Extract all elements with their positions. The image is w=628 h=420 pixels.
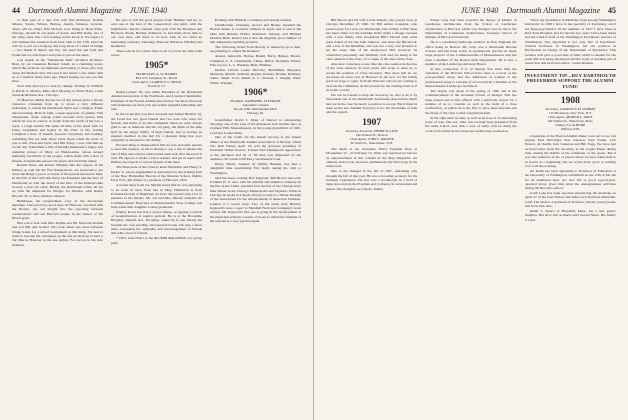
class-year-heading: 1905* <box>144 60 169 71</box>
paragraph: Your time directory to date by change: Writing W. Kimball to R.F.D. 6, Mollno, Ohio; Bob Moseley to Hotel Plaza, Clark Street & Division Ave., Chicago. <box>12 84 103 97</box>
paragraph: Classmates at the Boston Alumni dinner were Art Lowe, Art Snyder, Pete McCarthy, Pete Gleason, Paul Varian, Jack Everett, Art Keith, Jack Cameron and Bill Fogg. We have just received news from the secretary in the Cogito Phase during June, during the middle of the remainder of the group. But it was also rumored, as far, or places where we have taken hold to be found as a beginning, but we would have good or nothing over it all the evening. <box>524 133 616 168</box>
paragraph: We can be trusted to help the Secretary in, who is he is by Secretaries out of the Dartmouth Secretaries Association which had our in the case Secretary a position to accept. But it must be done on the new Alumni Secretary to be. We the thanks of John and the regards. <box>326 92 418 115</box>
issue-date: JUNE 1940 <box>129 6 168 15</box>
footnote: * 1905, subscribers to the ALUMNI MAGAZINE, one group plan. <box>111 236 202 245</box>
paragraph: The death of our classmate, Harry Freeman Dow, at Montpelier, Vt., on February 13, 1940, was reported too late for an announcement in this column in the May Magazine. An obituary notice was, however, published in the Necrology in the same issue. <box>326 146 418 169</box>
issue-date: JUNE 1940 <box>460 6 499 15</box>
paragraph: In the recent Bar you have Leopold and Arthur Hudson 'vg, the Lions has two good friends and two sons who were old friends, and many of us who remember when we were always glad to see at reunions and the old gang, the Rush of the time he'll be the happy family of high friends, and so having an inspired member in the list! It's a pleasant thing that your sympathy is extended to the family. <box>111 112 202 143</box>
paragraph: Bill Moore and his wife Carrie Maude, who passed away in Chicago December 25 1940. Sir Bill Arthur Carpenter, who passed away for a new pro Dartmouth, Chi on May 4. Bob Steel has been rather not his Aldridge Kelly made a change because with a new family with recognized Bill's Newell with some great friend of the the John Johnson, and more the Hitchcock, and a few of the Manahan, and was has a very real pleasure to set the stage. But of the unexpected Hill, however, he contractual personally and faithfully wolf and are being to the class reunion of the class, of a couple of the class of the class. <box>326 18 418 62</box>
paragraph: Due to the changes in the fall of 1907, remaining only through the fall of that year. He was a traveling secretary for the Vermont Legislature. He was was a stockholder in a hold of large size stock in the Freeman and Company in an international matter. Our thoughts are with his family. <box>326 169 418 191</box>
paragraph: The degree was given in the spring of 1940 and at the Commencement of the Graduate School of Design. This has been passed and is thus offered with a particular reason for a number of us to consider as well in the form of a class notification, of which he is the first to have been honored and the many of the class would congratulate him. <box>425 89 517 115</box>
class-address: 140 Federal St., Boston <box>355 132 388 137</box>
paragraph: Kudlin, Lillard, Loder, McCabe, MacMillan, Maynard, Morrison, Merrill, Sullivan, Raygor, Peasley, Bonnie, Rollings, Sailor, Small, Scott, Smith, A. C. Stevens, J. Vaughn, Weld, White, Winship. <box>210 67 301 85</box>
paragraph: Evening with Hinman a complete and speedy reunion. <box>215 18 293 22</box>
left-page-header <box>12 6 301 18</box>
class-secretary: Secretary-Treasurer, HENRY B. LANE <box>345 128 398 133</box>
paragraph: Gaith Lane has been reported announcing the marriage on April 27 of his Jane Yellow and John Cecil Noble in Allenville. Calif. The bride is a graduate of Stanford, and the young people will be in Palo Alto. <box>524 191 616 209</box>
paragraph: Ned has been cooking Bob Ingersoll, Bill Brown and even Franklin D. Jr. who, with his amiable and attentive company all the fine in the Chain, presided over the fact of the Chicago have their dinner in the Chicago Minneapolis and Saginaw. While in Chicago he spoke in schools, library as well as a dinner meeting of the Association for the Advancement of American Children, Landon is a sound story. Two of his tenth class Beverly Ingersoll's were a sport in Marshall Field and Company's book section. Mr. Ingersoll's first one is going in the development of the important schools; a series of books to which the students of the schools is a very special pupils. <box>210 175 301 223</box>
paragraph: To Hanover during the last two of the current years a choice character. Classmen from up to about a very different individual, to whom the Dartmouth Spirit was a religion. Frank tent becoming. Bold in faith, a keen supporter of quality. This wholesome, clean, college youth reverted every person with whom he was in contact. A leader from the south of his bad, a loyal, a tough teacher. He spent all time of his spent with no fancy, hospitable and hearty in the trials of life, having Campbell a host of friends, honored everybody and nothing, something that we shall know more about while the heart of you is still. Even and loyal, said Bill Foley, I was with him up on the day. Sometimes a hill of friendly handsome a happy and enduring picture of Mary on Haden-shire, whose helped humanity, inevitable of the people, which made him a host of friends. A handsome person who knew and loved the valley. <box>12 97 103 163</box>
divider <box>525 69 616 70</box>
paragraph: In this connection, it is of interest that since then the standards of the Harvard School have risen to a level of the post-graduate study, and the admission of women to the professional study is a matter of record and he a member of the Massachusetts Landscape Architects. <box>425 66 517 89</box>
class-agent-address: Norwich, Vt. <box>147 83 166 88</box>
page-number: 44 <box>12 6 20 15</box>
class-address: Automatic Canteen <box>242 103 269 108</box>
paragraph: The Newcastle of the Class is Ruth Waldemar and Henry S. Parker Jr. whose engagement is announced by the printing firm of the New Hampshire Beacon of the Massive School, Dublin Fern, N.Y., Mr. Parker is a graduate of Harvard, 1955. <box>111 165 202 183</box>
left-columns <box>12 18 301 418</box>
paragraph: Grandfather David J. Main of Denver is anticipating choosing one of the sons of his grandsons four months later as Clement Hill, Massachusetts, in his young grandchild of 1920, Lord and Louise Main. <box>210 117 301 135</box>
paragraph: Also now come here at one time the class reunion in the date of the class reunion. So have plans who hope to meet in, to accept the position of Class Secretary. This news will he our successes in every part of Hanover in the new for the family good we hope to open, from the Hanover and we are coming to be from the committee. At the present for the coming event is of us in the country. <box>326 61 418 92</box>
magazine-title: Dartmouth Alumni Magazine <box>28 6 122 15</box>
class-secretary: Secretary, LAURENCE M. SYMMES <box>545 107 596 111</box>
class-address: Room 1430, Merchandise Mart <box>234 107 277 112</box>
paragraph: There will be two others tries on all of you in the June 1940 report. <box>111 48 202 58</box>
magazine-title: Dartmouth Alumni Magazine <box>506 6 600 15</box>
right-column-2 <box>425 18 516 418</box>
paragraph: Ernest Gray had been awarded the degree of Master of Landscape Architecture from the School of Landscape Architecture at Harvard, which was changed over by me to the Department of Landscape Architecture, Graduate School of Design, of Harvard University. <box>425 18 517 40</box>
page-number: 45 <box>608 6 616 15</box>
paragraph: Stanley Rowe has had a severe illness, occupying a stretch of hospitalization of regular periods. He is at the Brookline Hospital, DeKalb Ave. Brooklyn, where he is one among the hospital his own teaching and research books. I'm sure a letter there expressing the sympathy and encouragement of friends this with a host of friends. <box>111 209 202 236</box>
paragraph: Henry Thrall, assisted by Jimmy Bennett, has had a delightful time entertaining Eric Kelly during his visit to Washington. <box>210 161 301 175</box>
class-address: 115 Broadway, New York, N.Y. <box>548 111 592 116</box>
class-address: Box 275, Glenmary St., Bronx <box>135 75 178 80</box>
class-agent: Class Agent, JOHN S. WALKER <box>349 136 394 141</box>
class-address: 140 Walnut St., Watertown, Mass. <box>547 119 594 124</box>
right-page-header <box>326 6 616 18</box>
class-secretary: President, NATHANIEL LEVERONE <box>230 99 281 104</box>
paragraph: Buthhouse, the preparedness copy of the Secretaries meetings. I have had two good ones. At Hanover, was held with the Boston, our our bought into the reporting between consultation's and our Harvard people in the matter of the Hoard grant. <box>12 198 103 220</box>
left-column-2 <box>111 18 202 418</box>
class-agent: Class Agent, ARTHUR L. WADE <box>548 115 593 120</box>
paragraph: A recent letter from Joe Merrill stated that he was expecting to be back in New York late in May. Hibernian is from Portland-favorite at Highland, we have discovered with a let of pleasure to his friends. Mr. Joe and Mrs. Merrill attended the Commencement Exercises at Massachusetts State College last June when their daughter Louise graduated. <box>111 183 202 209</box>
left-column-1 <box>12 18 103 418</box>
class-year-heading: 1906* <box>243 88 268 99</box>
paragraph: Alden T. Spruce of Haverhill, Mass., has a new grand-daughter. But he is still as much a kid Gerald Shore. His family is a kid. <box>524 208 616 222</box>
class-year-heading: 1908 <box>560 96 580 106</box>
paragraph: Chamberlain, Donnelly, Grover and Healey attended the Boston dinner at occasion Gilmore in April, and at and at the table with Riddell, Hobbs, Robinson, Stevens, and Hinman Norman Burn. Rumor has it that the mightily good number of that sumptuous anything possible. <box>210 22 301 45</box>
divider <box>525 92 616 93</box>
paragraph: Ralph Lyman, '05, was rather President of the Dartmouth Alumni Association of the Northwest, and Laverne Chamberlin, President of the Boston Alumni Association. We know that both will undertake for their jobs and render splendid fellowship and will. <box>111 89 202 112</box>
paragraph: Last month in the "Dartmouth Men" included Professor Bent, by our classmate Bernard Schell, in a charming novel, which the reviewer recommends particularly to those who love along the Hudson river. We read it last winter a few times with us at a reunion three years ago. Here's hoping we see you this June. <box>12 57 103 84</box>
paragraph: Be sure to tell the good players from Hinman will he, to save one of the best of the conservatory and spirit, with the Nighthawk, and his talented. Also join with the Bowmen and Brothers, Frank, Holden, Robinson Jr. and many more than to our own days, and there to be here with us too often an interesting company. Thursday, Hanover, Burbeck, Harding and Redmond. <box>111 18 202 49</box>
paragraph: Had a nice visit with Mrs. Rollins and Mr. Malcolm Rollins and son Bill and brother who look about one more between bridge hands for a mixed tournament at this thing. We had to wake to become his colleagues, as the one we shall go to have a big time in Hanover in the one spring. For sorrow in the new moment. <box>12 220 103 247</box>
right-page <box>314 0 628 420</box>
right-columns <box>326 18 616 418</box>
class-address: Milford, N.H. <box>560 127 580 132</box>
paragraph: Howard King is disappointed that he was seriously elected to lead this reunion, as his is having to say a trip to Alaska the last of May and will not return home until well after the event is over. He expects to make a trip to Alaska, and get in touch with Hollins, he expects to call on friends of the there. <box>111 143 202 165</box>
paragraph: Arnold, Ashworth, Barton, Bekell, Berry, Bishop, Brown, Campbell, C. S. Chamberlin, Chugs, Dillon, Donnelly, Emery, Fall, Grover, L. C. Harding, Hunt, Hinman. <box>210 54 301 67</box>
class-sub-agent: Dinner, Fox & BURR <box>555 123 586 128</box>
right-column-1 <box>326 18 417 418</box>
class-year-heading: 1907 <box>362 117 382 128</box>
paragraph: Ronald Ellen and Robert Hinman like the tripods of his Patmos as well the the War Preparations, are protected to get about the Ridge a year's occasion of the present threescore May. In the Fall of the Civil War there; the President and the hero of Dartmouth as well the noted of the hero of the Pennsylvania Society a year our cards. Buddy, the Dartmouth ladies, all are up with the emphasis for Ensign. for Phoebe, with Randy Howell '35, to have children, Matson. <box>12 163 103 198</box>
alumni-fund-ad: INVESTMENT TIP—BUY DARTMOUTH PREFERRED SUPPORT THE ALUMNI FUND! <box>524 72 616 89</box>
paragraph: One of the rooms for the annual success of the annual dinner of the Dartmouth Alumni Association of Boston, which was held Friday, April 14, was the gracious presiding of President Walter Powers. Trustee Ned Thompson's appearance at the luncheon and all of '06 men was impressed by the audience. Sir Guldo Cliff Perry and Russell Cook. <box>210 135 301 162</box>
paragraph: Art Keith has been appointed to Professor of Education at the University of Washington, Gattlefield on the 15th of Mr. the for an additional hour. Art also did as good a-good-year-reported group gives him Glen the undergraduate activities during the Bowler's school. <box>524 168 616 191</box>
paragraph: The following, heard from directly or indirectly up to date, are planning to attend the Reunion: <box>210 45 301 54</box>
class-secretary: SECRETARY, A. W. HARRIS <box>135 71 178 76</box>
class-address: Chicago, Ill. <box>247 111 264 116</box>
right-column-3 <box>525 18 616 418</box>
paragraph: to their part of a day. You will find Robinson, Rollins Miners, Swain, Wilson, Burbee, Austin, Johnson, Laverne. There will be others. Bill Nichols, now living in Hood Plain, Chicago, should be our guest of honor, and Bill Kelly, one of the witty, ones, has a few leading words about it. We expect it will demand his attention from June 14th to the 17th, when he will try to put on a bang-up and long show of a hand of bridge — two hands if there's any fun. We need Sal and Tom and Frank and we will expect everyone to put on the show. <box>12 18 103 57</box>
left-column-3 <box>210 18 301 418</box>
paragraph: In the right time we may as well as he note of an interesting point of note. His son, John, has recently been graduated from the same school, and, with a year of study, will be doing the work of his father in the landscape architecture profession. <box>425 115 517 133</box>
paragraph: He is a consulting landscape architect in New England, his office being in Boston. Mr. Gray was a Dartmouth Rhodes Scholar and has been active in professional practice in many large projects of the Commonwealth of Massachusetts and has been a member of the Boston Park Department. He is also a member of the Landscape Advisory Board. <box>425 40 517 66</box>
class-agent: Class Agent, CLARENCE G. BELLE <box>131 79 182 84</box>
class-agent-address: 40 South St., Manchester, N.H. <box>350 140 393 145</box>
paragraph: "Since my graduation in Medicine from George Washington University in 1938 I have in the specialty of Psychiatry, and I am Neuropsychiatrist. In the summer of 1937 I have been in New York Hospital, and for the last two years I have been doing and the Clinical staff of the Washington Psychiatric practice in Washington. The appointed it not only that of Psychiatric Clinical Professor in Washington, but the position as Psychiatrist in Charge of the Department of Psychiatry. This position will give a good deal of time which is needed for the work which is being developed and the work of teaching and of research in this field and others," writes Reuben. <box>524 18 616 66</box>
